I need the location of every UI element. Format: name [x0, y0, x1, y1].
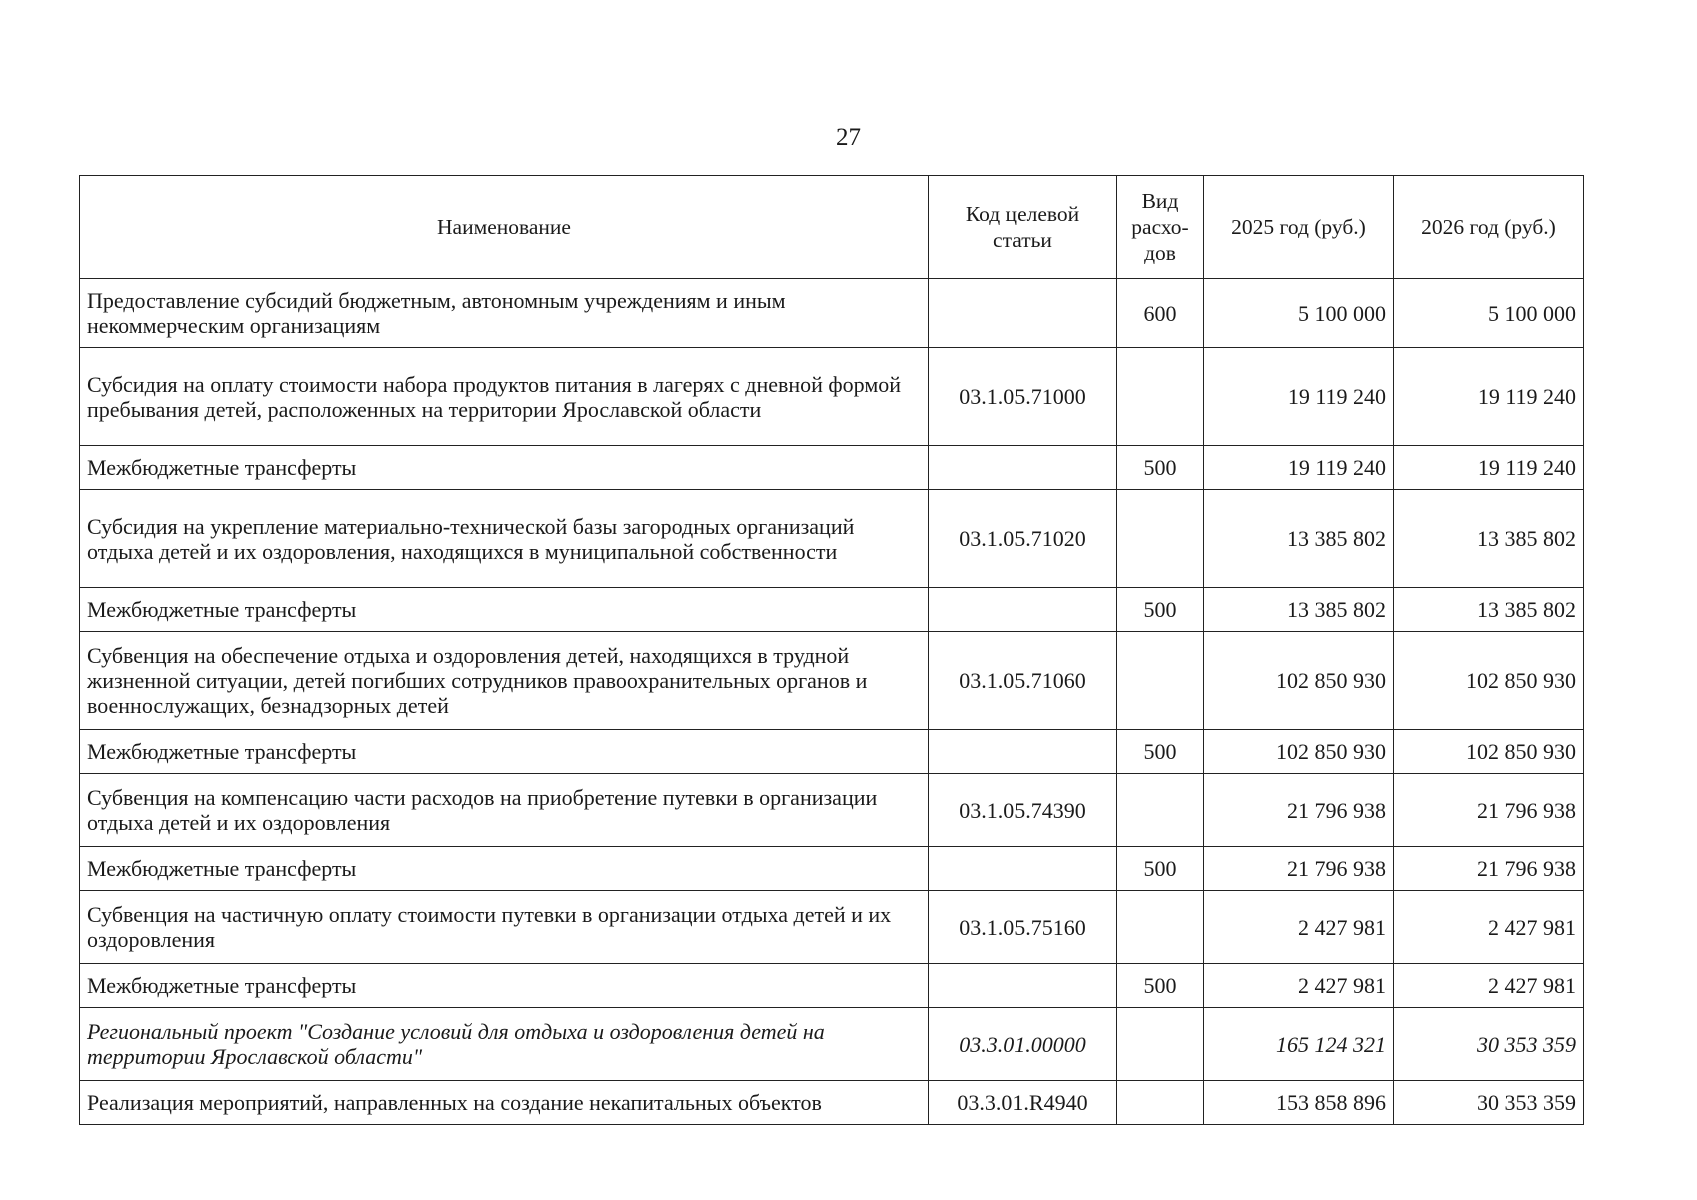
table-row [80, 348, 1584, 446]
budget-table [79, 175, 1584, 1125]
header-expense-kind: Вид расхо-дов [1117, 176, 1204, 279]
cell-name: Реализация мероприятий, направленных на создание некапитальных объектов [80, 1081, 929, 1125]
cell-amount-2025: 2 427 981 [1204, 891, 1394, 964]
cell-target-code: 03.1.05.75160 [929, 891, 1117, 964]
cell-target-code [929, 588, 1117, 632]
cell-expense-kind: 500 [1117, 588, 1204, 632]
cell-amount-2026: 21 796 938 [1394, 847, 1584, 891]
cell-amount-2026: 21 796 938 [1394, 774, 1584, 847]
cell-name: Субвенция на частичную оплату стоимости путевки в организации отдыха детей и их оздоровления [80, 891, 929, 964]
header-target-code: Код целевой статьи [929, 176, 1117, 279]
cell-amount-2026: 13 385 802 [1394, 588, 1584, 632]
cell-target-code: 03.1.05.71000 [929, 348, 1117, 446]
cell-amount-2026: 30 353 359 [1394, 1008, 1584, 1081]
cell-target-code [929, 279, 1117, 348]
cell-amount-2026: 5 100 000 [1394, 279, 1584, 348]
cell-amount-2025: 21 796 938 [1204, 847, 1394, 891]
table-row [80, 730, 1584, 774]
cell-target-code: 03.3.01.R4940 [929, 1081, 1117, 1125]
table-row [80, 964, 1584, 1008]
cell-expense-kind: 500 [1117, 847, 1204, 891]
cell-target-code: 03.1.05.74390 [929, 774, 1117, 847]
cell-name: Предоставление субсидий бюджетным, автономным учреждениям и иным некоммерческим организациям [80, 279, 929, 348]
cell-expense-kind [1117, 1008, 1204, 1081]
cell-name: Межбюджетные трансферты [80, 964, 929, 1008]
cell-expense-kind [1117, 774, 1204, 847]
cell-amount-2025: 102 850 930 [1204, 730, 1394, 774]
cell-amount-2025: 19 119 240 [1204, 348, 1394, 446]
cell-target-code: 03.3.01.00000 [929, 1008, 1117, 1081]
cell-amount-2025: 13 385 802 [1204, 588, 1394, 632]
cell-expense-kind [1117, 348, 1204, 446]
page-number: 27 [836, 124, 861, 151]
cell-amount-2026: 102 850 930 [1394, 730, 1584, 774]
table-row [80, 279, 1584, 348]
cell-target-code [929, 847, 1117, 891]
cell-target-code [929, 730, 1117, 774]
cell-name: Субвенция на обеспечение отдыха и оздоровления детей, находящихся в трудной жизненной ситуации, детей погибших сотрудников правоохранительных органов и военнослужащих, безнадзорных детей [80, 632, 929, 730]
cell-expense-kind: 500 [1117, 446, 1204, 490]
cell-amount-2025: 19 119 240 [1204, 446, 1394, 490]
table-row [80, 632, 1584, 730]
cell-amount-2026: 19 119 240 [1394, 446, 1584, 490]
header-name: Наименование [80, 176, 929, 279]
cell-name: Межбюджетные трансферты [80, 446, 929, 490]
cell-amount-2026: 30 353 359 [1394, 1081, 1584, 1125]
cell-amount-2025: 102 850 930 [1204, 632, 1394, 730]
cell-amount-2025: 13 385 802 [1204, 490, 1394, 588]
table-body [80, 279, 1584, 1125]
cell-name: Субсидия на оплату стоимости набора продуктов питания в лагерях с дневной формой пребывания детей, расположенных на территории Ярославской области [80, 348, 929, 446]
cell-expense-kind: 600 [1117, 279, 1204, 348]
table-row [80, 891, 1584, 964]
cell-amount-2026: 2 427 981 [1394, 964, 1584, 1008]
cell-amount-2026: 13 385 802 [1394, 490, 1584, 588]
cell-target-code: 03.1.05.71020 [929, 490, 1117, 588]
cell-expense-kind: 500 [1117, 964, 1204, 1008]
cell-expense-kind [1117, 1081, 1204, 1125]
table-row [80, 847, 1584, 891]
cell-name: Межбюджетные трансферты [80, 730, 929, 774]
table-row [80, 1081, 1584, 1125]
cell-target-code [929, 446, 1117, 490]
cell-amount-2026: 19 119 240 [1394, 348, 1584, 446]
cell-expense-kind [1117, 632, 1204, 730]
cell-expense-kind [1117, 490, 1204, 588]
cell-amount-2025: 2 427 981 [1204, 964, 1394, 1008]
cell-target-code [929, 964, 1117, 1008]
cell-name: Субвенция на компенсацию части расходов на приобретение путевки в организации отдыха детей и их оздоровления [80, 774, 929, 847]
cell-amount-2026: 2 427 981 [1394, 891, 1584, 964]
header-year-2026: 2026 год (руб.) [1394, 176, 1584, 279]
table-row [80, 774, 1584, 847]
cell-name: Субсидия на укрепление материально-технической базы загородных организаций отдыха детей и их оздоровления, находящихся в муниципальной собственности [80, 490, 929, 588]
cell-expense-kind [1117, 891, 1204, 964]
cell-amount-2025: 21 796 938 [1204, 774, 1394, 847]
table-row [80, 588, 1584, 632]
cell-name: Межбюджетные трансферты [80, 588, 929, 632]
cell-amount-2026: 102 850 930 [1394, 632, 1584, 730]
cell-name: Региональный проект "Создание условий для отдыха и оздоровления детей на территории Ярославской области" [80, 1008, 929, 1081]
cell-name: Межбюджетные трансферты [80, 847, 929, 891]
cell-amount-2025: 165 124 321 [1204, 1008, 1394, 1081]
cell-amount-2025: 153 858 896 [1204, 1081, 1394, 1125]
cell-amount-2025: 5 100 000 [1204, 279, 1394, 348]
table-row [80, 446, 1584, 490]
table-row [80, 490, 1584, 588]
header-year-2025: 2025 год (руб.) [1204, 176, 1394, 279]
cell-target-code: 03.1.05.71060 [929, 632, 1117, 730]
table-header-row [80, 176, 1584, 279]
table-row [80, 1008, 1584, 1081]
cell-expense-kind: 500 [1117, 730, 1204, 774]
